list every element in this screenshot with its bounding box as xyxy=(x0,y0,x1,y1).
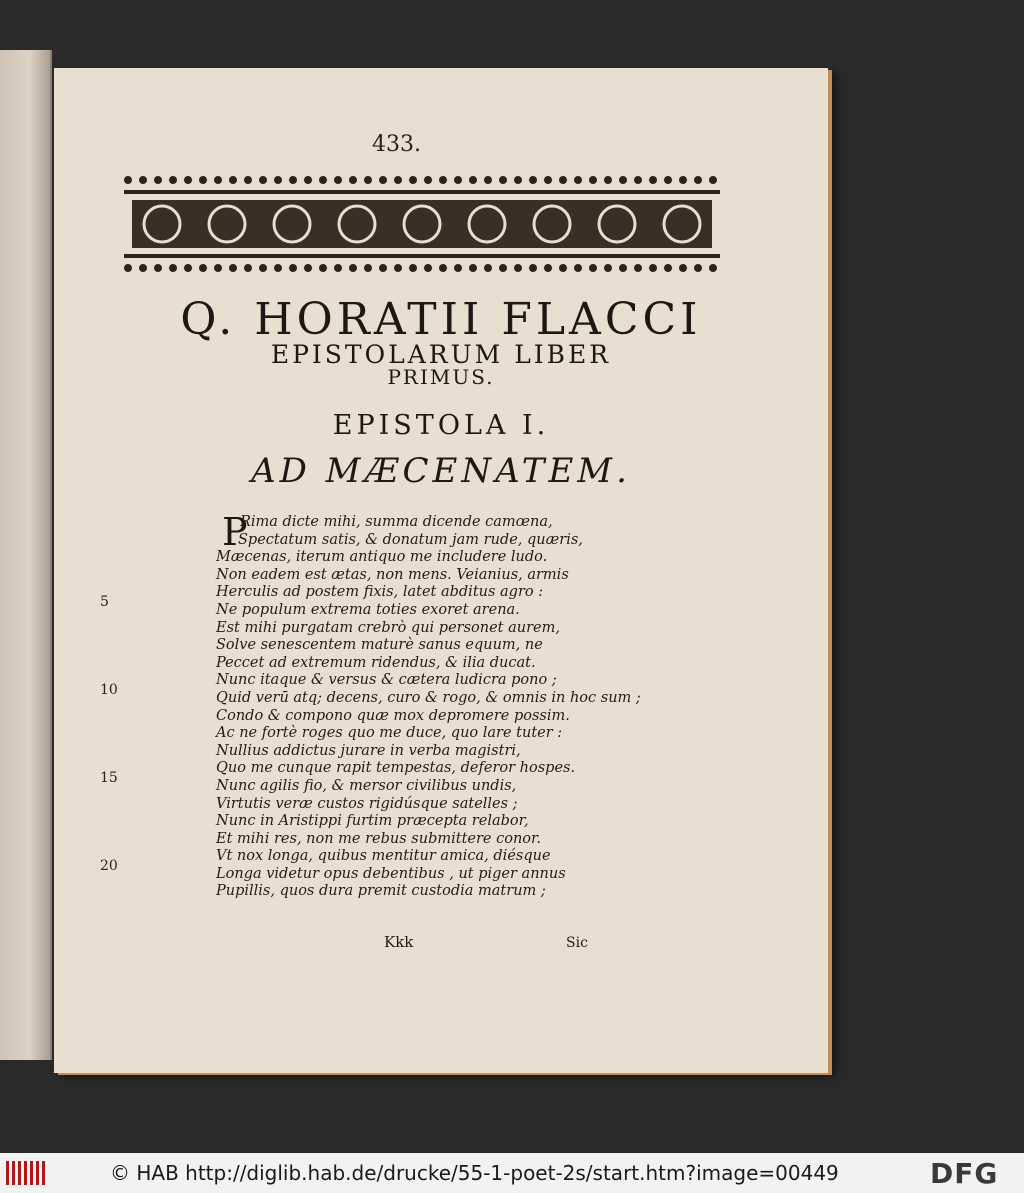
verse-block xyxy=(216,514,776,901)
work-title: Q. HORATII FLACCI xyxy=(180,294,702,345)
verse-line: Pupillis, quos dura premit custodia matrum ; xyxy=(216,883,546,900)
verse-line: Ne populum extrema toties exoret arena. xyxy=(216,601,520,618)
decorative-border-ornament xyxy=(114,168,730,280)
verse-line: Solve senescentem maturè sanus equum, ne xyxy=(216,637,543,654)
verse-line: Virtutis veræ custos rigidúsque satelles ; xyxy=(216,795,518,812)
line-number: 10 xyxy=(100,682,118,698)
book-page xyxy=(54,68,828,1073)
signature-mark: Kkk xyxy=(384,933,414,951)
book-number: PRIMUS. xyxy=(387,365,495,389)
footer-bar xyxy=(0,1153,1024,1193)
verse-line: Et mihi res, non me rebus submittere conor. xyxy=(216,830,541,847)
verse-line: Condo & compono quæ mox depromere possim. xyxy=(216,707,570,724)
line-number: 5 xyxy=(100,594,109,610)
verse-line: Peccet ad extremum ridendus, & ilia ducat. xyxy=(216,654,536,671)
verse-line: Rima dicte mihi, summa dicende camœna, xyxy=(240,514,553,530)
verse-line: Non eadem est ætas, non mens. Veianius, armis xyxy=(216,566,569,583)
dfg-logo: DFG xyxy=(930,1157,999,1190)
copyright-link[interactable]: © HAB http://diglib.hab.de/drucke/55-1-poet-2s/start.htm?image=00449 xyxy=(110,1161,839,1185)
verse-line: Vt nox longa, quibus mentitur amica, diésque xyxy=(216,848,551,865)
verse-line: Nunc agilis fio, & mersor civilibus undis, xyxy=(216,777,517,794)
verse-line: Ac ne fortè roges quo me duce, quo lare tuter : xyxy=(216,725,563,742)
page-number: 433. xyxy=(372,132,421,157)
verse-line: Quo me cunque rapit tempestas, deferor hospes. xyxy=(216,760,576,777)
line-number: 20 xyxy=(100,858,118,874)
catchword: Sic xyxy=(566,935,588,951)
verse-line: Nunc in Aristippi furtim præcepta relabor, xyxy=(216,813,529,830)
verse-line: Nunc itaque & versus & cætera ludicra pono ; xyxy=(216,672,557,689)
verse-line: Est mihi purgatam crebrò qui personet aurem, xyxy=(216,619,560,636)
previous-page-edge xyxy=(0,50,52,1060)
epistle-heading: EPISTOLA I. xyxy=(332,410,550,441)
verse-line: Longa videtur opus debentibus , ut piger annus xyxy=(216,865,566,882)
verse-line: Quid verū atq; decens, curo & rogo, & omnis in hoc sum ; xyxy=(216,689,641,706)
book-title: EPISTOLARUM LIBER xyxy=(270,340,612,369)
verse-line: Spectatum satis, & donatum jam rude, quæris, xyxy=(238,531,583,548)
verse-line: Mæcenas, iterum antiquo me includere ludo. xyxy=(216,549,548,566)
line-number: 15 xyxy=(100,770,118,786)
verse-line: Nullius addictus jurare in verba magistri, xyxy=(216,742,521,759)
drop-cap: P xyxy=(222,510,248,554)
verse-line: Herculis ad postem fixis, latet abditus agro : xyxy=(216,584,544,601)
epistle-addressee: AD MÆCENATEM. xyxy=(251,451,631,491)
hab-logo-icon xyxy=(4,1157,46,1189)
